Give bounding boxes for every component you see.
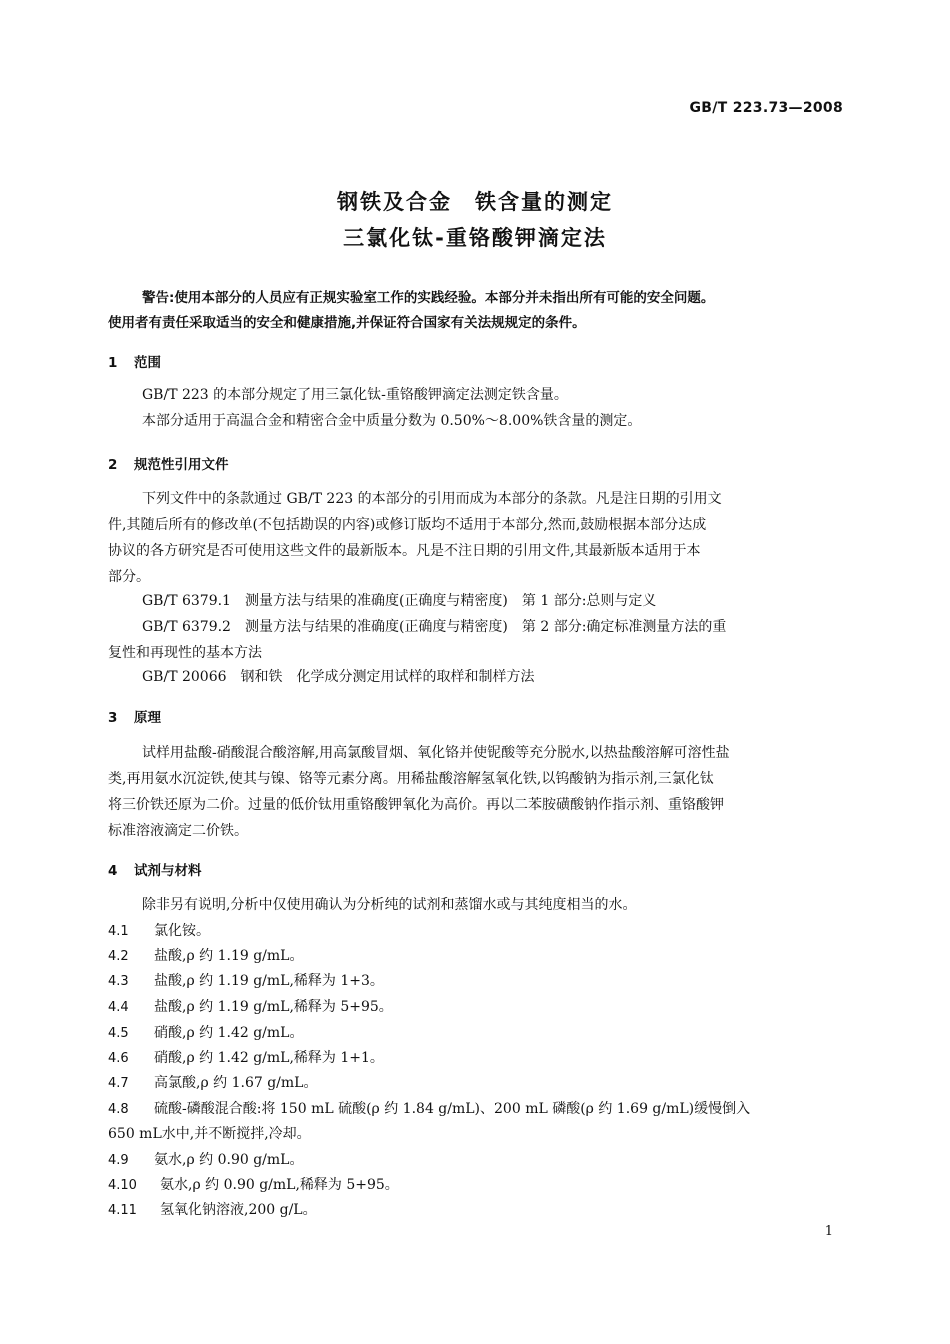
reagent-number: 4.5: [108, 1026, 129, 1041]
reagent-item: [108, 1147, 844, 1174]
references-intro-line: 部分。: [108, 569, 150, 585]
reference-item: GB/T 6379.1 测量方法与结果的准确度(正确度与精密度) 第 1 部分:总则与定义: [142, 593, 657, 609]
reagent-number: 4.8: [108, 1102, 129, 1117]
reference-item-continuation: 复性和再现性的基本方法: [108, 645, 262, 661]
section-number: 2: [108, 457, 118, 473]
reagent-item: [108, 994, 844, 1021]
reagent-item: [108, 1070, 844, 1097]
section-title: 范围: [134, 355, 161, 371]
principle-line: 将三价铁还原为二价。过量的低价钛用重铬酸钾氧化为高价。再以二苯胺磺酸钠作指示剂、重铬酸钾: [108, 797, 724, 813]
reagent-text: 氢氧化钠溶液,200 g/L。: [160, 1202, 317, 1218]
section-heading-reagents: [108, 859, 202, 879]
standard-code: GB/T 223.73—2008: [689, 100, 843, 116]
page-number: 1: [824, 1224, 833, 1239]
principle-line: 标准溶液滴定二价铁。: [108, 823, 248, 839]
section-title: 试剂与材料: [134, 863, 202, 879]
reagent-item: [108, 1020, 844, 1047]
reagent-text: 硝酸,ρ 约 1.42 g/mL,稀释为 1+1。: [154, 1050, 384, 1066]
references-intro-line: 件,其随后所有的修改单(不包括勘误的内容)或修订版均不适用于本部分,然而,鼓励根据本部分达成: [108, 517, 707, 533]
warning-line-1: 警告:使用本部分的人员应有正规实验室工作的实践经验。本部分并未指出所有可能的安全问题。: [142, 290, 715, 306]
section-heading-scope: [108, 351, 161, 371]
reagent-number: 4.2: [108, 949, 129, 964]
section-title: 规范性引用文件: [134, 457, 229, 473]
reagent-text: 硫酸-磷酸混合酸:将 150 mL 硫酸(ρ 约 1.84 g/mL)、200 mL 磷酸(ρ 约 1.69 g/mL)缓慢倒入: [154, 1101, 751, 1117]
section-heading-references: [108, 453, 229, 473]
reagent-number: 4.11: [108, 1203, 137, 1218]
references-intro-line: 下列文件中的条款通过 GB/T 223 的本部分的引用而成为本部分的条款。凡是注日期的引用文: [142, 491, 722, 507]
reagent-text: 高氯酸,ρ 约 1.67 g/mL。: [154, 1075, 318, 1091]
section-title: 原理: [134, 710, 161, 726]
reagents-intro: 除非另有说明,分析中仅使用确认为分析纯的试剂和蒸馏水或与其纯度相当的水。: [142, 897, 637, 913]
reagent-text: 氨水,ρ 约 0.90 g/mL。: [154, 1152, 304, 1168]
reagent-number: 4.4: [108, 1000, 129, 1015]
reagent-number: 4.9: [108, 1153, 129, 1168]
reference-item: GB/T 20066 钢和铁 化学成分测定用试样的取样和制样方法: [142, 669, 535, 685]
reagent-item: [108, 1197, 844, 1224]
section-number: 4: [108, 863, 118, 879]
reagent-number: 4.7: [108, 1076, 129, 1091]
reagent-text: 氯化铵。: [154, 923, 210, 939]
principle-line: 试样用盐酸-硝酸混合酸溶解,用高氯酸冒烟、氧化铬并使铌酸等充分脱水,以热盐酸溶解可溶性盐: [142, 745, 730, 761]
references-intro-line: 协议的各方研究是否可使用这些文件的最新版本。凡是不注日期的引用文件,其最新版本适用于本: [108, 543, 701, 559]
reagent-number: 4.1: [108, 924, 129, 939]
section-number: 3: [108, 710, 118, 726]
reagent-item: [108, 1045, 844, 1072]
reagent-item: [108, 1172, 844, 1199]
reagent-number: 4.6: [108, 1051, 129, 1066]
reagent-item: [108, 1096, 844, 1123]
section-heading-principle: [108, 706, 161, 726]
page-title-line-1: 钢铁及合金 铁含量的测定: [337, 190, 613, 214]
reference-item: GB/T 6379.2 测量方法与结果的准确度(正确度与精密度) 第 2 部分:确定标准测量方法的重: [142, 619, 727, 635]
reagent-number: 4.3: [108, 974, 129, 989]
reagent-item: [108, 968, 844, 995]
reagent-text: 盐酸,ρ 约 1.19 g/mL。: [154, 948, 304, 964]
warning-line-2: 使用者有责任采取适当的安全和健康措施,并保证符合国家有关法规规定的条件。: [108, 315, 586, 331]
section-number: 1: [108, 355, 118, 371]
scope-paragraph-2: 本部分适用于高温合金和精密合金中质量分数为 0.50%～8.00%铁含量的测定。: [142, 413, 642, 429]
reagent-text: 盐酸,ρ 约 1.19 g/mL,稀释为 5+95。: [154, 999, 393, 1015]
principle-line: 类,再用氨水沉淀铁,使其与镍、铬等元素分离。用稀盐酸溶解氢氧化铁,以钨酸钠为指示剂,三氯化钛: [108, 771, 714, 787]
reagent-text: 硝酸,ρ 约 1.42 g/mL。: [154, 1025, 304, 1041]
reagent-item: [108, 918, 844, 945]
reagent-item-continuation: 650 mL水中,并不断搅拌,冷却。: [108, 1126, 311, 1142]
reagent-text: 氨水,ρ 约 0.90 g/mL,稀释为 5+95。: [160, 1177, 399, 1193]
page-title-line-2: 三氯化钛-重铬酸钾滴定法: [343, 226, 607, 250]
reagent-number: 4.10: [108, 1178, 137, 1193]
reagent-item: [108, 943, 844, 970]
scope-paragraph-1: GB/T 223 的本部分规定了用三氯化钛-重铬酸钾滴定法测定铁含量。: [142, 387, 568, 403]
reagent-text: 盐酸,ρ 约 1.19 g/mL,稀释为 1+3。: [154, 973, 384, 989]
